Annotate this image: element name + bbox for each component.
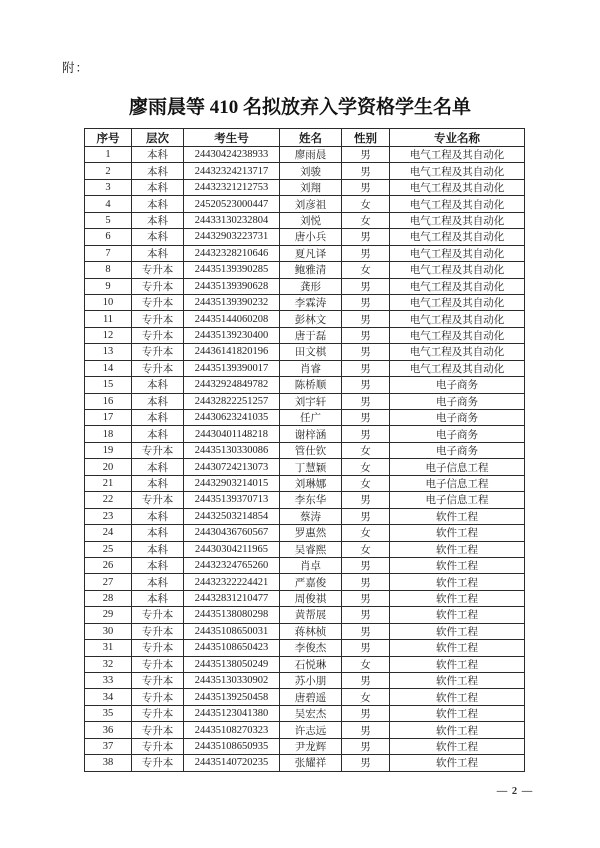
- cell-no: 2: [85, 163, 132, 179]
- cell-name: 刘宇轩: [280, 393, 342, 409]
- table-row: [85, 755, 525, 771]
- cell-no: 10: [85, 294, 132, 310]
- cell-gender: 男: [342, 623, 390, 639]
- cell-level: 本科: [132, 574, 184, 590]
- cell-name: 廖雨晨: [280, 147, 342, 163]
- cell-gender: 男: [342, 755, 390, 771]
- cell-name: 肖卓: [280, 557, 342, 573]
- cell-major: 电子商务: [390, 442, 525, 458]
- cell-level: 专升本: [132, 656, 184, 672]
- cell-major: 软件工程: [390, 656, 525, 672]
- cell-gender: 男: [342, 147, 390, 163]
- cell-candidate-id: 24435123041380: [184, 705, 280, 721]
- cell-no: 19: [85, 442, 132, 458]
- cell-major: 软件工程: [390, 525, 525, 541]
- cell-no: 13: [85, 344, 132, 360]
- student-roster-table: [84, 128, 525, 772]
- cell-level: 专升本: [132, 755, 184, 771]
- table-row: [85, 738, 525, 754]
- cell-name: 肖睿: [280, 360, 342, 376]
- table-row: [85, 212, 525, 228]
- cell-no: 37: [85, 738, 132, 754]
- cell-candidate-id: 24520523000447: [184, 196, 280, 212]
- attachment-label: 附：: [62, 61, 90, 75]
- cell-no: 34: [85, 689, 132, 705]
- cell-name: 田文棋: [280, 344, 342, 360]
- cell-name: 陈桥顺: [280, 377, 342, 393]
- table-row: [85, 278, 525, 294]
- cell-gender: 男: [342, 640, 390, 656]
- cell-gender: 女: [342, 442, 390, 458]
- cell-gender: 男: [342, 557, 390, 573]
- cell-major: 电气工程及其自动化: [390, 294, 525, 310]
- cell-major: 软件工程: [390, 738, 525, 754]
- cell-no: 3: [85, 179, 132, 195]
- cell-no: 15: [85, 377, 132, 393]
- cell-level: 专升本: [132, 344, 184, 360]
- cell-name: 刘翔: [280, 179, 342, 195]
- cell-level: 本科: [132, 459, 184, 475]
- cell-candidate-id: 24435139250458: [184, 689, 280, 705]
- cell-name: 夏凡译: [280, 245, 342, 261]
- cell-gender: 女: [342, 541, 390, 557]
- cell-level: 专升本: [132, 623, 184, 639]
- cell-no: 6: [85, 229, 132, 245]
- cell-gender: 男: [342, 574, 390, 590]
- cell-candidate-id: 24433130232804: [184, 212, 280, 228]
- cell-candidate-id: 24436141820196: [184, 344, 280, 360]
- cell-level: 专升本: [132, 360, 184, 376]
- cell-level: 本科: [132, 393, 184, 409]
- table-row: [85, 525, 525, 541]
- cell-gender: 男: [342, 229, 390, 245]
- cell-level: 专升本: [132, 673, 184, 689]
- cell-level: 专升本: [132, 492, 184, 508]
- cell-candidate-id: 24432324765260: [184, 557, 280, 573]
- cell-name: 苏小朋: [280, 673, 342, 689]
- cell-level: 本科: [132, 229, 184, 245]
- cell-gender: 男: [342, 705, 390, 721]
- cell-candidate-id: 24435139390017: [184, 360, 280, 376]
- cell-candidate-id: 24435108650423: [184, 640, 280, 656]
- cell-name: 李霖涛: [280, 294, 342, 310]
- cell-gender: 男: [342, 294, 390, 310]
- cell-major: 电子商务: [390, 426, 525, 442]
- table-row: [85, 607, 525, 623]
- cell-name: 吴睿熙: [280, 541, 342, 557]
- cell-no: 11: [85, 311, 132, 327]
- cell-name: 尹龙辉: [280, 738, 342, 754]
- cell-major: 电气工程及其自动化: [390, 229, 525, 245]
- table-row: [85, 640, 525, 656]
- cell-name: 罗惠然: [280, 525, 342, 541]
- cell-no: 9: [85, 278, 132, 294]
- cell-major: 电子商务: [390, 410, 525, 426]
- cell-level: 本科: [132, 245, 184, 261]
- col-header-major: 专业名称: [390, 129, 525, 147]
- cell-major: 电气工程及其自动化: [390, 245, 525, 261]
- cell-major: 软件工程: [390, 623, 525, 639]
- cell-candidate-id: 24435139370713: [184, 492, 280, 508]
- cell-no: 1: [85, 147, 132, 163]
- page-number: — 2 —: [496, 786, 534, 797]
- cell-level: 本科: [132, 475, 184, 491]
- cell-major: 电气工程及其自动化: [390, 311, 525, 327]
- cell-gender: 男: [342, 738, 390, 754]
- table-row: [85, 656, 525, 672]
- cell-no: 17: [85, 410, 132, 426]
- cell-no: 26: [85, 557, 132, 573]
- cell-candidate-id: 24435144060208: [184, 311, 280, 327]
- cell-gender: 男: [342, 722, 390, 738]
- cell-gender: 女: [342, 475, 390, 491]
- cell-level: 本科: [132, 590, 184, 606]
- cell-candidate-id: 24432328210646: [184, 245, 280, 261]
- table-row: [85, 508, 525, 524]
- cell-major: 电气工程及其自动化: [390, 327, 525, 343]
- cell-major: 软件工程: [390, 705, 525, 721]
- cell-no: 14: [85, 360, 132, 376]
- table-row: [85, 147, 525, 163]
- cell-candidate-id: 24430424238933: [184, 147, 280, 163]
- cell-name: 丁慧颖: [280, 459, 342, 475]
- cell-candidate-id: 24435139230400: [184, 327, 280, 343]
- cell-gender: 女: [342, 212, 390, 228]
- cell-name: 唐于磊: [280, 327, 342, 343]
- table-row: [85, 229, 525, 245]
- cell-name: 黄帮展: [280, 607, 342, 623]
- table-row: [85, 492, 525, 508]
- table-row: [85, 163, 525, 179]
- cell-level: 专升本: [132, 442, 184, 458]
- cell-major: 电子商务: [390, 393, 525, 409]
- cell-candidate-id: 24432324213717: [184, 163, 280, 179]
- cell-level: 本科: [132, 147, 184, 163]
- table-row: [85, 262, 525, 278]
- cell-level: 本科: [132, 163, 184, 179]
- cell-candidate-id: 24430623241035: [184, 410, 280, 426]
- table-row: [85, 442, 525, 458]
- cell-no: 5: [85, 212, 132, 228]
- cell-no: 35: [85, 705, 132, 721]
- table-row: [85, 245, 525, 261]
- cell-candidate-id: 24432321212753: [184, 179, 280, 195]
- cell-level: 专升本: [132, 738, 184, 754]
- cell-level: 本科: [132, 525, 184, 541]
- cell-major: 软件工程: [390, 557, 525, 573]
- cell-name: 蒋林桢: [280, 623, 342, 639]
- cell-name: 李俊杰: [280, 640, 342, 656]
- table-row: [85, 722, 525, 738]
- cell-name: 刘琳娜: [280, 475, 342, 491]
- cell-candidate-id: 24435138050249: [184, 656, 280, 672]
- cell-gender: 男: [342, 508, 390, 524]
- cell-level: 本科: [132, 377, 184, 393]
- table-header-row: [85, 129, 525, 147]
- cell-no: 28: [85, 590, 132, 606]
- cell-gender: 女: [342, 262, 390, 278]
- col-header-no: 序号: [85, 129, 132, 147]
- cell-gender: 男: [342, 278, 390, 294]
- cell-gender: 男: [342, 344, 390, 360]
- cell-major: 电气工程及其自动化: [390, 147, 525, 163]
- table-row: [85, 393, 525, 409]
- table-row: [85, 327, 525, 343]
- cell-no: 18: [85, 426, 132, 442]
- cell-level: 本科: [132, 196, 184, 212]
- cell-level: 专升本: [132, 262, 184, 278]
- cell-candidate-id: 24435108650935: [184, 738, 280, 754]
- cell-no: 27: [85, 574, 132, 590]
- cell-candidate-id: 24430436760567: [184, 525, 280, 541]
- cell-candidate-id: 24432503214854: [184, 508, 280, 524]
- cell-name: 李东华: [280, 492, 342, 508]
- table-row: [85, 574, 525, 590]
- col-header-level: 层次: [132, 129, 184, 147]
- cell-candidate-id: 24435108650031: [184, 623, 280, 639]
- cell-gender: 男: [342, 607, 390, 623]
- cell-level: 专升本: [132, 294, 184, 310]
- cell-gender: 女: [342, 656, 390, 672]
- cell-level: 本科: [132, 541, 184, 557]
- table-row: [85, 360, 525, 376]
- cell-major: 电气工程及其自动化: [390, 179, 525, 195]
- cell-name: 刘悦: [280, 212, 342, 228]
- cell-major: 电气工程及其自动化: [390, 163, 525, 179]
- cell-no: 7: [85, 245, 132, 261]
- table-row: [85, 623, 525, 639]
- cell-no: 23: [85, 508, 132, 524]
- cell-candidate-id: 24430724213073: [184, 459, 280, 475]
- cell-gender: 女: [342, 689, 390, 705]
- cell-candidate-id: 24430304211965: [184, 541, 280, 557]
- cell-gender: 男: [342, 492, 390, 508]
- table-row: [85, 475, 525, 491]
- cell-name: 刘骏: [280, 163, 342, 179]
- cell-candidate-id: 24432903214015: [184, 475, 280, 491]
- cell-level: 专升本: [132, 278, 184, 294]
- table-row: [85, 377, 525, 393]
- cell-name: 鲍雅清: [280, 262, 342, 278]
- cell-gender: 男: [342, 311, 390, 327]
- cell-no: 31: [85, 640, 132, 656]
- cell-no: 22: [85, 492, 132, 508]
- cell-level: 本科: [132, 508, 184, 524]
- cell-no: 16: [85, 393, 132, 409]
- cell-gender: 女: [342, 459, 390, 475]
- cell-level: 本科: [132, 179, 184, 195]
- cell-level: 本科: [132, 557, 184, 573]
- table-row: [85, 196, 525, 212]
- cell-level: 专升本: [132, 311, 184, 327]
- cell-name: 唐碧遥: [280, 689, 342, 705]
- cell-candidate-id: 24435139390628: [184, 278, 280, 294]
- cell-major: 软件工程: [390, 541, 525, 557]
- table-row: [85, 541, 525, 557]
- cell-candidate-id: 24435130330086: [184, 442, 280, 458]
- cell-no: 12: [85, 327, 132, 343]
- cell-gender: 男: [342, 327, 390, 343]
- cell-name: 刘彦祖: [280, 196, 342, 212]
- cell-no: 8: [85, 262, 132, 278]
- cell-level: 专升本: [132, 705, 184, 721]
- cell-level: 本科: [132, 410, 184, 426]
- cell-major: 电气工程及其自动化: [390, 360, 525, 376]
- cell-candidate-id: 24432822251257: [184, 393, 280, 409]
- cell-gender: 男: [342, 163, 390, 179]
- cell-gender: 男: [342, 410, 390, 426]
- cell-name: 龚形: [280, 278, 342, 294]
- cell-candidate-id: 24435138080298: [184, 607, 280, 623]
- cell-candidate-id: 24435139390232: [184, 294, 280, 310]
- cell-major: 软件工程: [390, 722, 525, 738]
- table-row: [85, 410, 525, 426]
- cell-name: 周俊祺: [280, 590, 342, 606]
- cell-major: 电子商务: [390, 377, 525, 393]
- cell-name: 许志远: [280, 722, 342, 738]
- cell-name: 谢梓涵: [280, 426, 342, 442]
- table-row: [85, 689, 525, 705]
- cell-level: 专升本: [132, 689, 184, 705]
- cell-gender: 男: [342, 673, 390, 689]
- cell-gender: 男: [342, 426, 390, 442]
- cell-no: 33: [85, 673, 132, 689]
- cell-no: 29: [85, 607, 132, 623]
- cell-name: 吴宏杰: [280, 705, 342, 721]
- cell-level: 专升本: [132, 327, 184, 343]
- cell-major: 软件工程: [390, 755, 525, 771]
- col-header-name: 姓名: [280, 129, 342, 147]
- cell-major: 软件工程: [390, 508, 525, 524]
- cell-gender: 男: [342, 590, 390, 606]
- cell-gender: 男: [342, 179, 390, 195]
- cell-candidate-id: 24432831210477: [184, 590, 280, 606]
- table-row: [85, 311, 525, 327]
- col-header-gender: 性别: [342, 129, 390, 147]
- cell-candidate-id: 24435130330902: [184, 673, 280, 689]
- cell-candidate-id: 24432322224421: [184, 574, 280, 590]
- cell-gender: 男: [342, 377, 390, 393]
- cell-candidate-id: 24430401148218: [184, 426, 280, 442]
- table-row: [85, 705, 525, 721]
- table-row: [85, 344, 525, 360]
- cell-major: 软件工程: [390, 689, 525, 705]
- cell-no: 25: [85, 541, 132, 557]
- page-title: 廖雨晨等 410 名拟放弃入学资格学生名单: [128, 97, 471, 118]
- cell-candidate-id: 24432903223731: [184, 229, 280, 245]
- cell-major: 电气工程及其自动化: [390, 212, 525, 228]
- table-row: [85, 673, 525, 689]
- cell-no: 20: [85, 459, 132, 475]
- cell-no: 38: [85, 755, 132, 771]
- cell-name: 张耀祥: [280, 755, 342, 771]
- table-row: [85, 590, 525, 606]
- cell-major: 软件工程: [390, 574, 525, 590]
- cell-major: 软件工程: [390, 673, 525, 689]
- cell-name: 蔡涛: [280, 508, 342, 524]
- cell-level: 专升本: [132, 722, 184, 738]
- cell-major: 软件工程: [390, 640, 525, 656]
- cell-no: 24: [85, 525, 132, 541]
- cell-no: 30: [85, 623, 132, 639]
- table-row: [85, 179, 525, 195]
- cell-name: 任广: [280, 410, 342, 426]
- cell-name: 管仕钦: [280, 442, 342, 458]
- cell-gender: 女: [342, 525, 390, 541]
- cell-candidate-id: 24435108270323: [184, 722, 280, 738]
- cell-major: 电子信息工程: [390, 475, 525, 491]
- col-header-candidate-id: 考生号: [184, 129, 280, 147]
- cell-level: 本科: [132, 212, 184, 228]
- cell-gender: 女: [342, 196, 390, 212]
- cell-name: 石悦琳: [280, 656, 342, 672]
- cell-major: 电气工程及其自动化: [390, 196, 525, 212]
- cell-name: 严嘉俊: [280, 574, 342, 590]
- cell-major: 电气工程及其自动化: [390, 278, 525, 294]
- cell-major: 软件工程: [390, 607, 525, 623]
- cell-candidate-id: 24435139390285: [184, 262, 280, 278]
- cell-name: 唐小兵: [280, 229, 342, 245]
- table-row: [85, 459, 525, 475]
- cell-candidate-id: 24432924849782: [184, 377, 280, 393]
- cell-major: 软件工程: [390, 590, 525, 606]
- cell-major: 电气工程及其自动化: [390, 262, 525, 278]
- cell-candidate-id: 24435140720235: [184, 755, 280, 771]
- cell-name: 彭林文: [280, 311, 342, 327]
- cell-no: 32: [85, 656, 132, 672]
- cell-major: 电子信息工程: [390, 459, 525, 475]
- cell-level: 专升本: [132, 640, 184, 656]
- cell-level: 本科: [132, 426, 184, 442]
- cell-level: 专升本: [132, 607, 184, 623]
- cell-no: 21: [85, 475, 132, 491]
- table-row: [85, 426, 525, 442]
- cell-gender: 男: [342, 245, 390, 261]
- table-row: [85, 294, 525, 310]
- cell-major: 电子信息工程: [390, 492, 525, 508]
- cell-no: 4: [85, 196, 132, 212]
- cell-major: 电气工程及其自动化: [390, 344, 525, 360]
- table-row: [85, 557, 525, 573]
- cell-gender: 男: [342, 360, 390, 376]
- cell-no: 36: [85, 722, 132, 738]
- cell-gender: 男: [342, 393, 390, 409]
